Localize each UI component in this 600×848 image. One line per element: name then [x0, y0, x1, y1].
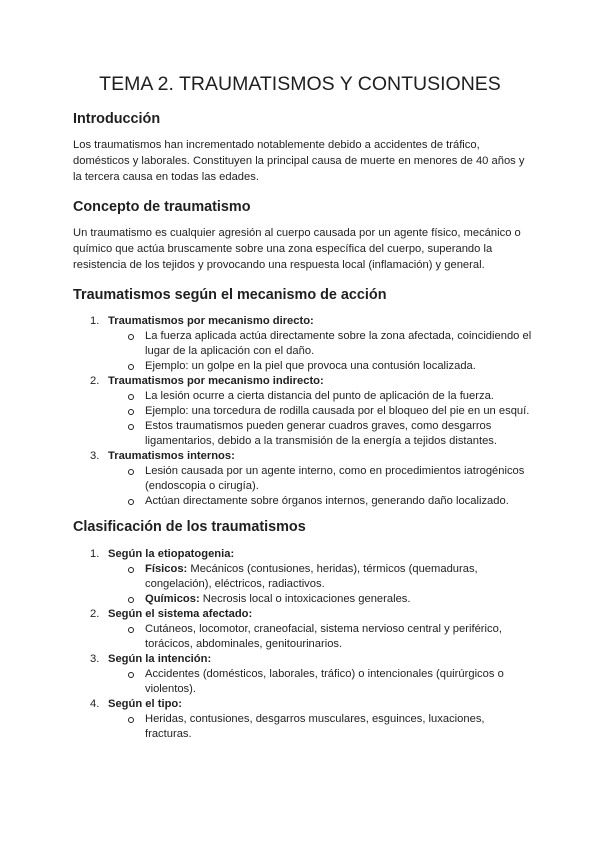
sub-item: [108, 562, 533, 592]
intro-heading: Introducción: [73, 111, 161, 127]
list-item: [73, 547, 533, 607]
item-number: 3.: [90, 653, 100, 665]
item-label: Según la intención:: [108, 653, 212, 665]
item-number: 1.: [90, 315, 100, 327]
bullet-icon: [128, 627, 134, 633]
sub-item-text: Actúan directamente sobre órganos internos, generando daño localizado.: [145, 495, 509, 507]
list-item: [73, 697, 533, 742]
list-item: [73, 607, 533, 652]
mechanism-heading: Traumatismos según el mecanismo de acción: [73, 287, 387, 303]
sub-item: [108, 464, 533, 494]
intro-paragraph: Los traumatismos han incrementado notablemente debido a accidentes de tráfico, domésticos y laborales. Constituyen la principal causa de muerte en menores de 40 años y la tercera causa en todas las edades.: [73, 139, 525, 184]
item-label: Según el sistema afectado:: [108, 608, 253, 620]
sub-item-bold: Químicos:: [145, 593, 200, 605]
bullet-icon: [128, 469, 134, 475]
page-title: TEMA 2. TRAUMATISMOS Y CONTUSIONES: [99, 73, 501, 95]
bullet-icon: [128, 394, 134, 400]
sub-item-text: Lesión causada por un agente interno, como en procedimientos iatrogénicos (endoscopia o cirugía).: [145, 465, 525, 492]
sub-item: [108, 494, 533, 509]
sub-item-text: La lesión ocurre a cierta distancia del punto de aplicación de la fuerza.: [145, 390, 494, 402]
item-number: 4.: [90, 698, 100, 710]
list-item: [73, 652, 533, 697]
bullet-icon: [128, 717, 134, 723]
bullet-icon: [128, 672, 134, 678]
concept-paragraph: Un traumatismo es cualquier agresión al cuerpo causada por un agente físico, mecánico o químico que actúa bruscamente sobre una zona específica del cuerpo, superando la resistencia de los tejidos y provocando una respuesta local (inflamación) y general.: [73, 227, 521, 272]
sub-item: [108, 622, 533, 652]
sub-item: [108, 389, 533, 404]
sub-item: [108, 592, 533, 607]
classification-heading: Clasificación de los traumatismos: [73, 519, 306, 535]
mechanism-list: [73, 314, 533, 509]
bullet-icon: [128, 364, 134, 370]
bullet-icon: [128, 424, 134, 430]
bullet-icon: [128, 409, 134, 415]
concept-heading: Concepto de traumatismo: [73, 199, 251, 215]
classification-list: [73, 547, 533, 742]
sub-item: [108, 404, 533, 419]
sub-item: [108, 712, 533, 742]
sub-item-text: Estos traumatismos pueden generar cuadros graves, como desgarros ligamentarios, debido a la transmisión de la energía a tejidos distantes.: [145, 420, 497, 447]
item-label: Según el tipo:: [108, 698, 182, 710]
item-label: Traumatismos por mecanismo directo:: [108, 315, 314, 327]
sub-item: [108, 359, 533, 374]
item-number: 1.: [90, 548, 100, 560]
bullet-icon: [128, 499, 134, 505]
sub-item-text: Cutáneos, locomotor, craneofacial, sistema nervioso central y periférico, torácicos, abdominales, genitourinarios.: [145, 623, 502, 650]
item-number: 2.: [90, 375, 100, 387]
item-number: 2.: [90, 608, 100, 620]
sub-item-text: Heridas, contusiones, desgarros musculares, esguinces, luxaciones, fracturas.: [145, 713, 485, 740]
sub-item: [108, 419, 533, 449]
bullet-icon: [128, 597, 134, 603]
sub-item-text: La fuerza aplicada actúa directamente sobre la zona afectada, coincidiendo el lugar de la aplicación con el daño.: [145, 330, 532, 357]
bullet-icon: [128, 567, 134, 573]
item-number: 3.: [90, 450, 100, 462]
sub-item: [108, 667, 533, 697]
sub-item-text: Mecánicos (contusiones, heridas), térmicos (quemaduras, congelación), eléctricos, radiactivos.: [145, 563, 478, 590]
sub-item-text: Necrosis local o intoxicaciones generales.: [199, 593, 411, 605]
sub-item-bold: Físicos:: [145, 563, 188, 575]
item-label: Traumatismos internos:: [108, 450, 235, 462]
sub-item-text: Accidentes (domésticos, laborales, tráfico) o intencionales (quirúrgicos o violentos).: [145, 668, 504, 695]
bullet-icon: [128, 334, 134, 340]
list-item: [73, 374, 533, 449]
sub-item: [108, 329, 533, 359]
item-label: Según la etiopatogenia:: [108, 548, 235, 560]
list-item: [73, 314, 533, 374]
item-label: Traumatismos por mecanismo indirecto:: [108, 375, 324, 387]
sub-item-text: Ejemplo: una torcedura de rodilla causada por el bloqueo del pie en un esquí.: [145, 405, 530, 417]
sub-item-text: Ejemplo: un golpe en la piel que provoca una contusión localizada.: [145, 360, 476, 372]
list-item: [73, 449, 533, 509]
